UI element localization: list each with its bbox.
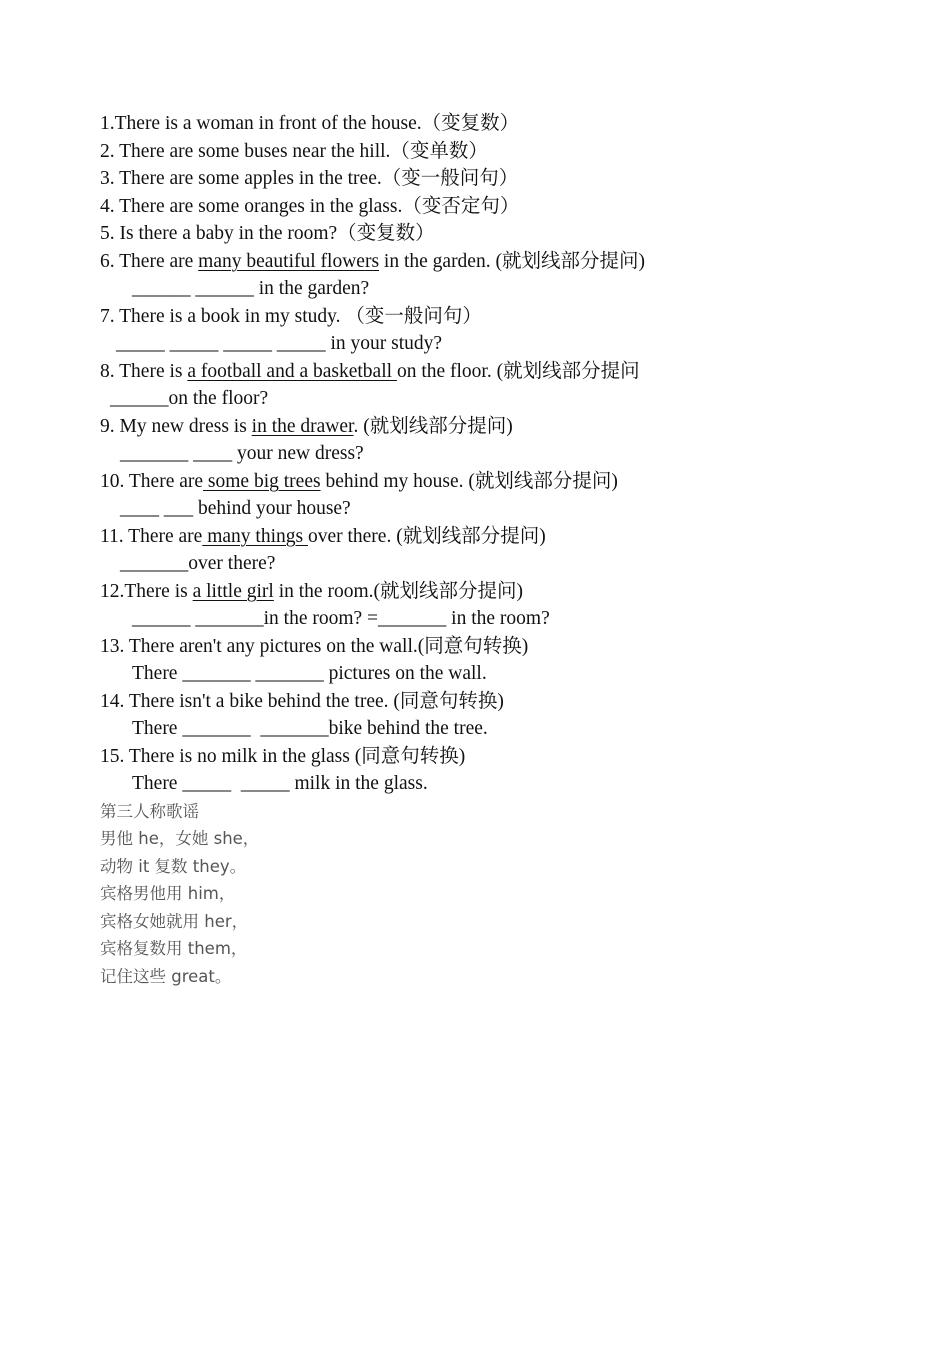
- text-segment: 5. Is there a baby in the room?（变复数）: [100, 223, 435, 244]
- rhyme-line: 宾格男他用 him，: [100, 884, 236, 903]
- text-segment: . (就划线部分提问): [353, 415, 513, 437]
- exercise-answer-blank: [100, 605, 900, 633]
- text-segment: 11. There are: [100, 525, 203, 547]
- exercise-answer-blank: [100, 440, 900, 468]
- underlined-phrase: a football and a basketball: [187, 360, 397, 382]
- text-segment: 3. There are some apples in the tree.（变一般问句）: [100, 168, 519, 189]
- exercise-answer-blank: [100, 385, 900, 413]
- exercise-question: [100, 523, 900, 551]
- rhyme-line: 男他 he，女她 she，: [100, 829, 260, 848]
- exercise-answer-blank: [100, 550, 900, 578]
- text-segment: 7. There is a book in my study. （变一般问句）: [100, 305, 482, 327]
- exercise-question: [100, 248, 900, 276]
- text-segment: 9. My new dress is: [100, 415, 252, 437]
- rhyme-title: 第三人称歌谣: [100, 801, 199, 821]
- text-segment: 2. There are some buses near the hill.（变单数）: [100, 140, 488, 162]
- exercise-question: [100, 688, 900, 716]
- text-segment: 12.There is: [100, 580, 193, 602]
- text-segment: There _______ _______ pictures on the wall.: [132, 663, 487, 684]
- text-segment: 14. There isn't a bike behind the tree. (同意句转换): [100, 690, 504, 712]
- rhyme-line: 动物 it 复数 they。: [100, 856, 247, 876]
- exercise-list: [100, 110, 900, 798]
- exercise-question: [100, 220, 900, 248]
- text-segment: 6. There are: [100, 250, 199, 272]
- text-segment: _____ _____ _____ _____ in your study?: [116, 333, 443, 354]
- exercise-answer-blank: [100, 715, 900, 743]
- rhyme-line: 记住这些 great。: [100, 966, 232, 986]
- exercise-question: [100, 110, 900, 138]
- exercise-answer-blank: [100, 660, 900, 688]
- exercise-question: [100, 165, 900, 193]
- underlined-phrase: some big trees: [203, 470, 321, 492]
- text-segment: ____ ___ behind your house?: [120, 498, 351, 519]
- text-segment: 15. There is no milk in the glass (同意句转换): [100, 745, 466, 767]
- text-segment: in the garden. (就划线部分提问): [379, 250, 645, 272]
- exercise-question: [100, 303, 900, 331]
- text-segment: 4. There are some oranges in the glass.（变否定句）: [100, 195, 520, 217]
- text-segment: on the floor. (就划线部分提问: [396, 360, 640, 382]
- exercise-question: [100, 413, 900, 441]
- exercise-answer-blank: [100, 770, 900, 798]
- exercise-question: [100, 633, 900, 661]
- text-segment: over there. (就划线部分提问): [307, 525, 546, 547]
- text-segment: ______ _______in the room? =_______ in the room?: [132, 608, 550, 629]
- text-segment: _______over there?: [120, 553, 276, 574]
- text-segment: _______ ____ your new dress?: [120, 443, 364, 464]
- underlined-phrase: in the drawer: [251, 415, 354, 437]
- exercise-question: [100, 193, 900, 221]
- exercise-question: [100, 138, 900, 166]
- exercise-answer-blank: [100, 330, 900, 358]
- text-segment: There _____ _____ milk in the glass.: [132, 773, 428, 794]
- text-segment: ______ ______ in the garden?: [132, 278, 370, 299]
- exercise-question: [100, 358, 900, 386]
- rhyme-line: 宾格女她就用 her，: [100, 911, 249, 931]
- rhyme-section: [100, 798, 900, 991]
- text-segment: There _______ _______bike behind the tree.: [132, 718, 488, 739]
- exercise-question: [100, 468, 900, 496]
- underlined-phrase: many beautiful flowers: [198, 250, 380, 272]
- worksheet: [100, 110, 900, 990]
- text-segment: 8. There is: [100, 360, 188, 382]
- exercise-answer-blank: [100, 275, 900, 303]
- rhyme-lines: [100, 825, 900, 990]
- exercise-question: [100, 743, 900, 771]
- exercise-answer-blank: [100, 495, 900, 523]
- underlined-phrase: many things: [202, 525, 308, 547]
- text-segment: behind my house. (就划线部分提问): [320, 470, 618, 492]
- text-segment: ______on the floor?: [110, 388, 269, 409]
- underlined-phrase: a little girl: [192, 580, 274, 602]
- text-segment: in the room.(就划线部分提问): [273, 580, 523, 602]
- text-segment: 10. There are: [100, 470, 204, 492]
- text-segment: 1.There is a woman in front of the house.（变复数）: [100, 113, 520, 134]
- rhyme-line: 宾格复数用 them，: [100, 939, 248, 958]
- exercise-question: [100, 578, 900, 606]
- text-segment: 13. There aren't any pictures on the wall.(同意句转换): [100, 635, 529, 657]
